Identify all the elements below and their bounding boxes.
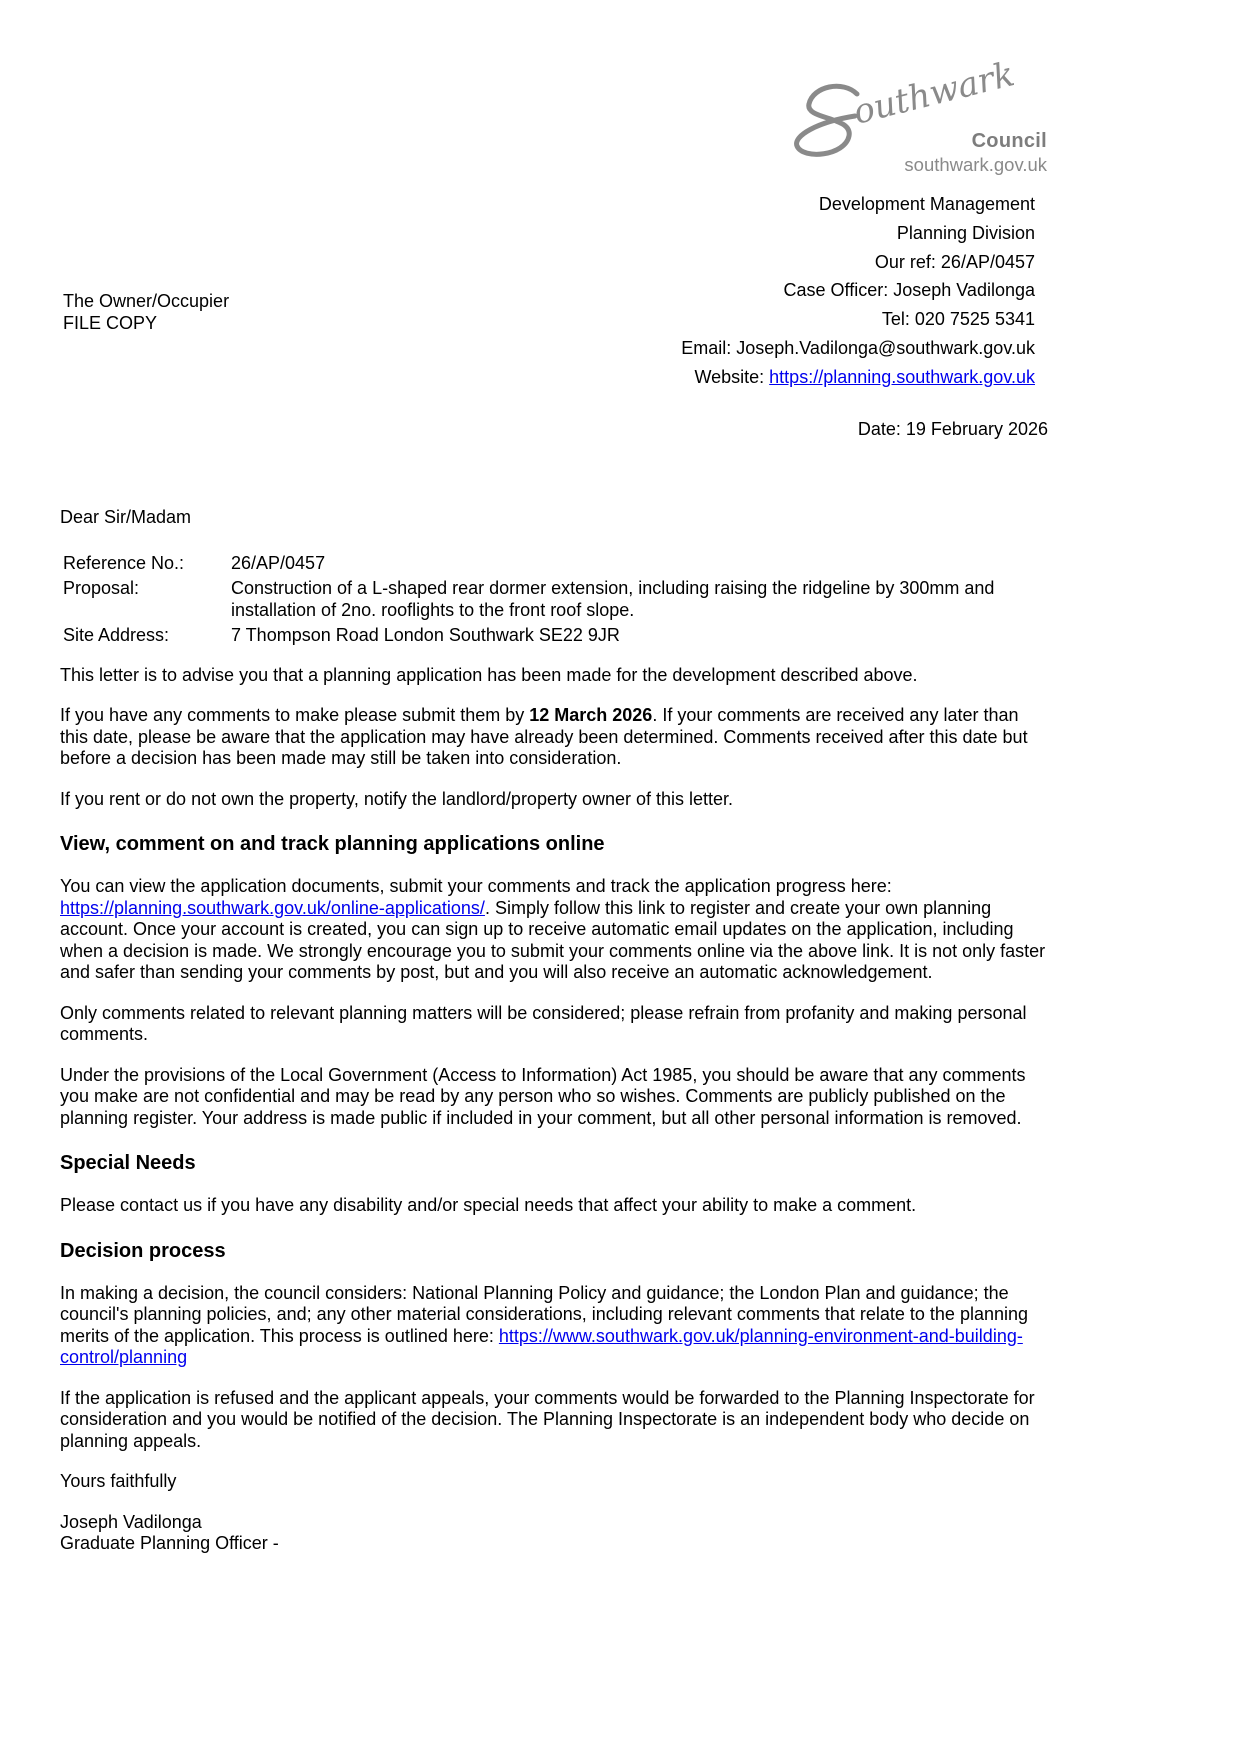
appeal-paragraph: If the application is refused and the applicant appeals, your comments would be forwarded to the Planning Inspectorate for consideration and you would be notified of the decision. The Planning Inspectorate is an independent body who decide on planning appeals. xyxy=(60,1387,1035,1451)
online-paragraph xyxy=(60,876,1050,984)
detail-label: Site Address: xyxy=(63,625,170,645)
recipient-line-2: FILE COPY xyxy=(63,313,158,333)
website-link[interactable]: https://planning.southwark.gov.uk xyxy=(769,366,1035,387)
decision-text: In making a decision, the council considers: National Planning Policy and guidance; the London Plan and guidance; the council's planning policies, and; any other material considerations, including relevant comments that relate to the planning merits of the application. This process is outlined here: xyxy=(60,1282,1029,1346)
comments-text-after: . If your comments are received any later than this date, please be aware that the application may have already been determined. Comments received after this date but before a decision has been made may still be taken into consideration. xyxy=(60,705,1028,768)
detail-value: Construction of a L-shaped rear dormer extension, including raising the ridgeline by 300mm and installation of 2no. rooflights to the front roof slope. xyxy=(231,578,995,620)
recipient-block xyxy=(63,290,229,334)
division: Planning Division xyxy=(896,222,1035,243)
svg-text:outhwark: outhwark xyxy=(849,54,1019,133)
planning-process-link[interactable]: https://www.southwark.gov.uk/planning-environment-and-building-control/planning xyxy=(60,1325,1023,1367)
rent-paragraph: If you rent or do not own the property, notify the landlord/property owner of this letter. xyxy=(60,788,734,809)
online-intro: You can view the application documents, submit your comments and track the application progress here: xyxy=(60,876,892,896)
logo-council-text: Council xyxy=(971,130,1047,152)
comments-text-before: If you have any comments to make please submit them by xyxy=(60,705,530,725)
signatory-name: Joseph Vadilonga xyxy=(60,1511,202,1532)
department: Development Management xyxy=(818,194,1035,214)
southwark-council-logo xyxy=(795,54,1055,178)
table-row xyxy=(63,625,1050,651)
comments-deadline: 12 March 2026 xyxy=(529,705,653,725)
table-row xyxy=(63,553,1050,579)
recipient-line-1: The Owner/Occupier xyxy=(63,291,230,311)
special-needs-paragraph: Please contact us if you have any disability and/or special needs that affect your ability to make a comment. xyxy=(60,1195,917,1215)
advise-paragraph: This letter is to advise you that a planning application has been made for the development described above. xyxy=(60,664,918,685)
comments-deadline-paragraph xyxy=(60,705,1050,770)
letter-body xyxy=(60,507,1050,1555)
signoff-block xyxy=(60,1471,1050,1555)
greeting: Dear Sir/Madam xyxy=(60,507,192,527)
signatory-title: Graduate Planning Officer - xyxy=(60,1533,279,1553)
detail-value: 26/AP/0457 xyxy=(231,552,326,573)
access-to-information-paragraph: Under the provisions of the Local Government (Access to Information) Act 1985, you should be aware that any comments you make are not confidential and may be read by any person who so wishes. Comments are publicly published on the planning register. Your address is made public if included in your comment, but all other personal information is removed. xyxy=(60,1064,1026,1128)
table-row xyxy=(63,578,1050,625)
logo-website-text: southwark.gov.uk xyxy=(904,154,1047,175)
online-applications-link[interactable]: https://planning.southwark.gov.uk/online-applications/ xyxy=(60,897,485,918)
telephone: Tel: 020 7525 5341 xyxy=(881,309,1035,330)
application-details-table xyxy=(63,553,1050,651)
decision-heading: Decision process xyxy=(60,1239,226,1262)
office-details xyxy=(681,190,1035,392)
relevant-comments-paragraph: Only comments related to relevant planning matters will be considered; please refrain from profanity and making personal comments. xyxy=(60,1002,1027,1044)
online-heading: View, comment on and track planning applications online xyxy=(60,833,605,855)
detail-label: Proposal: xyxy=(63,578,140,598)
case-officer: Case Officer: Joseph Vadilonga xyxy=(783,280,1035,301)
letter-date: Date: 19 February 2026 xyxy=(857,419,1048,439)
detail-label: Reference No.: xyxy=(63,552,185,573)
special-needs-heading: Special Needs xyxy=(60,1152,196,1174)
website-label: Website: xyxy=(694,366,770,387)
decision-paragraph xyxy=(60,1283,1050,1369)
website-line xyxy=(681,363,1035,392)
detail-value: 7 Thompson Road London Southwark SE22 9JR xyxy=(231,625,620,645)
closing: Yours faithfully xyxy=(60,1471,177,1491)
our-ref: Our ref: 26/AP/0457 xyxy=(874,251,1035,272)
email: Email: Joseph.Vadilonga@southwark.gov.uk xyxy=(681,337,1035,358)
online-rest: . Simply follow this link to register and create your own planning account. Once your account is created, you can sign up to receive automatic email updates on the application, including when a decision is made. We strongly encourage you to submit your comments online via the above link. It is not only faster and safer than sending your comments by post, but and you will also receive an automatic acknowledgement. xyxy=(60,897,1046,982)
